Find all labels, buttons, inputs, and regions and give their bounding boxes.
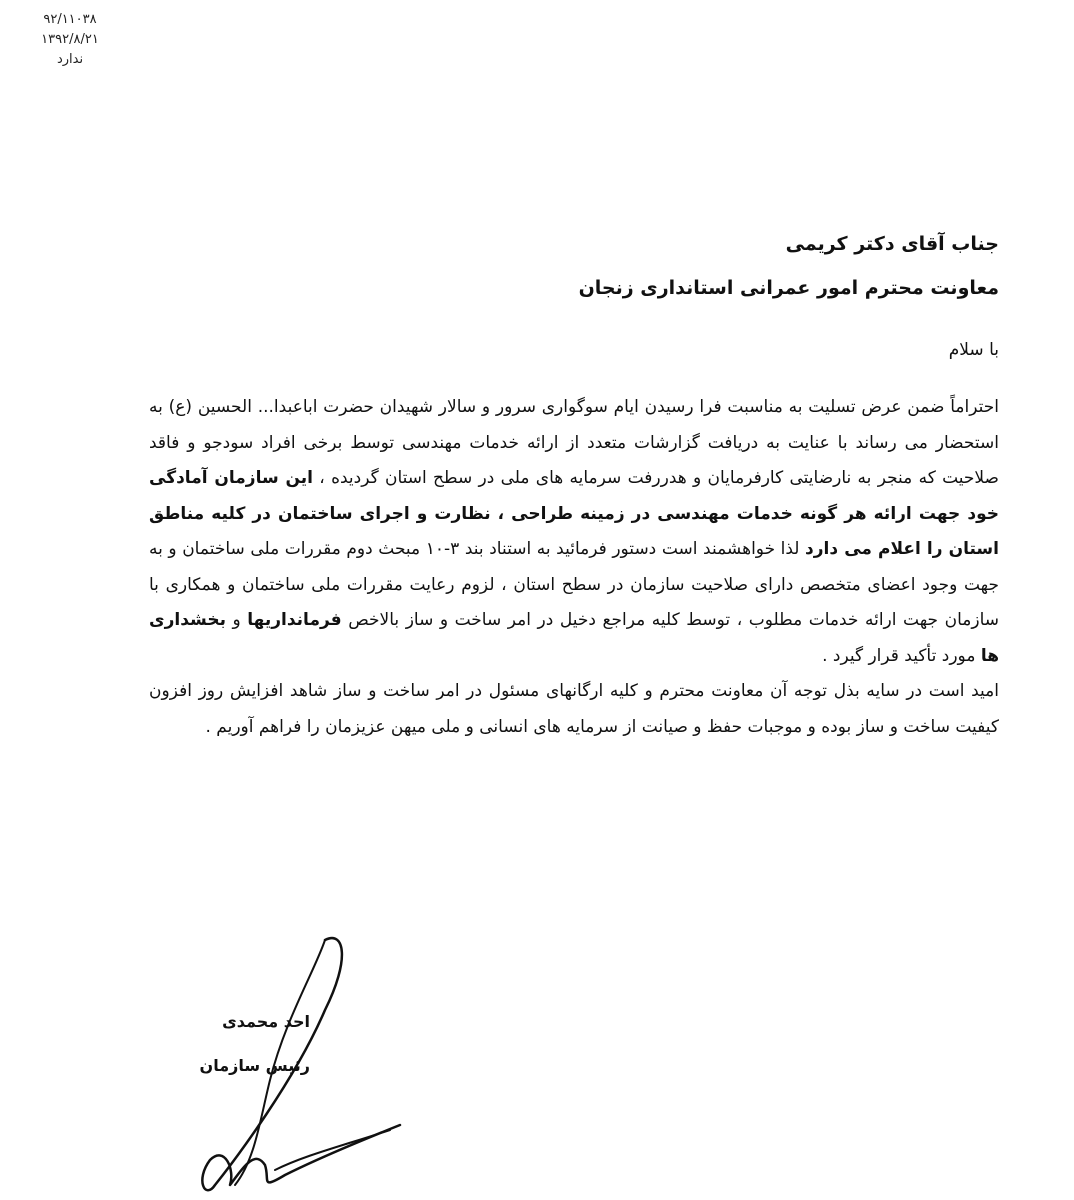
signature-block bbox=[175, 930, 435, 1200]
letter-body bbox=[149, 390, 999, 745]
signatory bbox=[200, 1000, 310, 1088]
body-text-segment: مورد تأکید قرار گیرد . bbox=[822, 645, 981, 666]
letter-date: ۱۳۹۲/۸/۲۱ bbox=[41, 32, 99, 47]
attachment-status: ندارد bbox=[56, 52, 84, 67]
letter-metadata bbox=[20, 10, 120, 70]
signatory-name: احد محمدی bbox=[222, 1012, 310, 1031]
body-bold-districts: بخشداری ها bbox=[149, 610, 999, 666]
letter-number: ۹۲/۱۱۰۳۸ bbox=[43, 12, 97, 27]
body-bold-governorates: فرمانداریها bbox=[247, 610, 342, 630]
body-text-segment: احتراماً ضمن عرض تسلیت به مناسبت فرا رسیدن ایام سوگواری سرور و سالار شهیدان حضرت اباعبدا... الحسین (ع) به استحضار می رساند با عنایت به دریافت گزارشات متعدد از ارائه خدمات مهندسی توسط برخی افراد سودجو و فاقد صلاحیت که منجر به نارضایتی کارفرمایان و هدررفت سرمایه های ملی در سطح استان گردیده ، bbox=[149, 397, 999, 488]
recipient-block bbox=[579, 222, 999, 310]
greeting: با سلام bbox=[948, 340, 999, 360]
recipient-name: جناب آقای دکتر کریمی bbox=[785, 233, 999, 255]
body-text-segment: و bbox=[225, 610, 248, 630]
signatory-position: رئیس سازمان bbox=[199, 1056, 310, 1075]
body-bold-announcement: این سازمان آمادگی خود جهت ارائه هر گونه خدمات مهندسی در زمینه طراحی ، نظارت و اجرای ساختمان در کلیه مناطق استان را اعلام می دارد bbox=[149, 468, 999, 559]
body-paragraph-main bbox=[149, 390, 999, 674]
body-text-segment: لذا خواهشمند است دستور فرمائید به استناد بند ۳-۱۰ مبحث دوم مقررات ملی ساختمان و به جهت وجود اعضای متخصص دارای صلاحیت سازمان در سطح استان ، لزوم رعایت مقررات ملی ساختمان و همکاری با سازمان جهت ارائه خدمات مطلوب ، توسط کلیه مراجع دخیل در امر ساخت و ساز بالاخص bbox=[149, 539, 999, 630]
body-paragraph-closing: امید است در سایه بذل توجه آن معاونت محترم و کلیه ارگانهای مسئول در امر ساخت و ساز شاهد افزایش روز افزون کیفیت ساخت و ساز بوده و موجبات حفظ و صیانت از سرمایه های انسانی و ملی میهن عزیزمان را فراهم آوریم . bbox=[149, 681, 999, 737]
recipient-title: معاونت محترم امور عمرانی استانداری زنجان bbox=[578, 277, 999, 299]
